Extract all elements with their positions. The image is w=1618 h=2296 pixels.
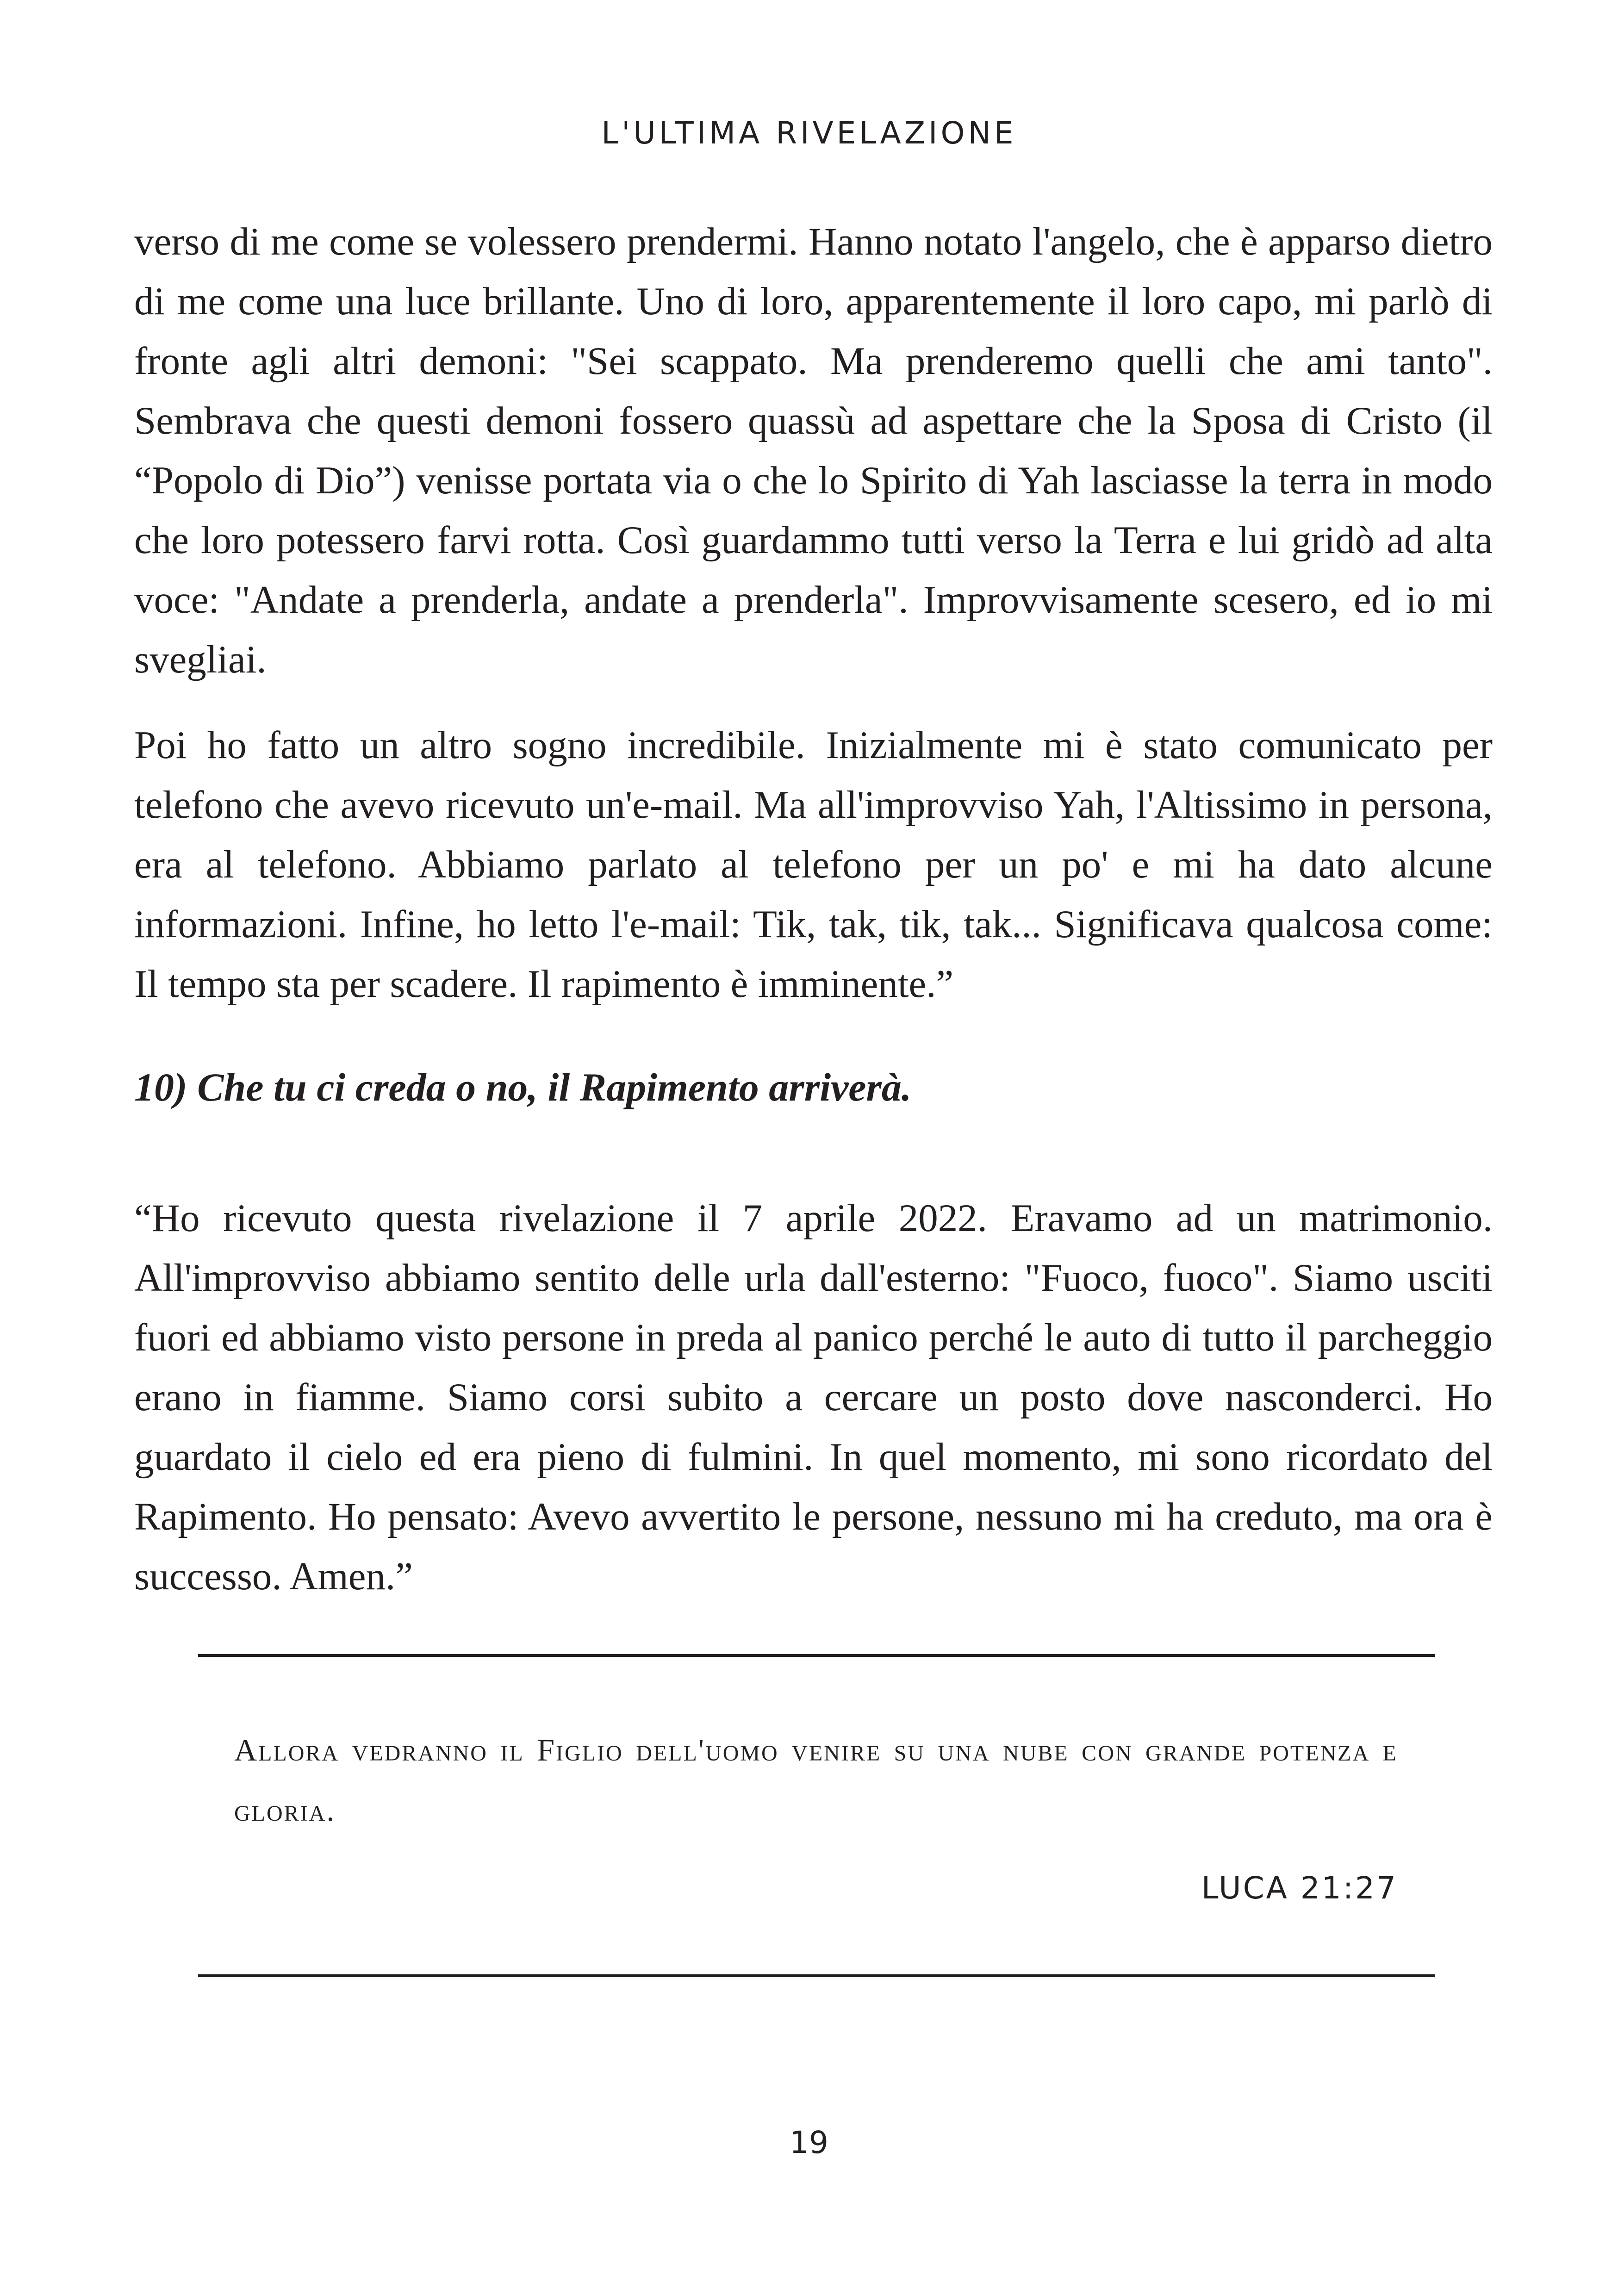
page-number: 19 xyxy=(790,2125,828,2160)
quote-bottom-rule xyxy=(198,1974,1435,1977)
scripture-quote: Allora vedranno il Figlio dell'uomo venire su una nube con grande potenza e gloria. xyxy=(234,1732,1398,1828)
scripture-reference: LUCA 21:27 xyxy=(1201,1870,1398,1906)
body-paragraph-3: “Ho ricevuto questa rivelazione il 7 aprile 2022. Eravamo ad un matrimonio. All'improvviso abbiamo sentito delle urla dall'esterno: "Fuoco, fuoco". Siamo usciti fuori ed abbiamo visto persone in preda al panico perché le auto di tutto il parcheggio erano in fiamme. Siamo corsi subito a cercare un posto dove nasconderci. Ho guardato il cielo ed era pieno di fulmini. In quel momento, mi sono ricordato del Rapimento. Ho pensato: Avevo avvertito le persone, nessuno mi ha creduto, ma ora è successo. Amen.” xyxy=(134,1196,1493,1598)
quote-top-rule xyxy=(198,1654,1435,1657)
body-paragraph-1: verso di me come se volessero prendermi. Hanno notato l'angelo, che è apparso dietro di me come una luce brillante. Uno di loro, apparentemente il loro capo, mi parlò di fronte agli altri demoni: "Sei scappato. Ma prenderemo quelli che ami tanto". Sembrava che questi demoni fossero quassù ad aspettare che la Sposa di Cristo (il “Popolo di Dio”) venisse portata via o che lo Spirito di Yah lasciasse la terra in modo che loro potessero farvi rotta. Così guardammo tutti verso la Terra e lui gridò ad alta voce: "Andate a prenderla, andate a prenderla". Improvvisamente scesero, ed io mi svegliai. xyxy=(134,220,1493,681)
section-heading: 10) Che tu ci creda o no, il Rapimento arriverà. xyxy=(134,1065,912,1109)
body-paragraph-2: Poi ho fatto un altro sogno incredibile. Inizialmente mi è stato comunicato per telefono che avevo ricevuto un'e-mail. Ma all'improvviso Yah, l'Altissimo in persona, era al telefono. Abbiamo parlato al telefono per un po' e mi ha dato alcune informazioni. Infine, ho letto l'e-mail: Tik, tak, tik, tak... Significava qualcosa come: Il tempo sta per scadere. Il rapimento è imminente.” xyxy=(134,723,1493,1006)
running-head: L'ULTIMA RIVELAZIONE xyxy=(601,115,1017,151)
